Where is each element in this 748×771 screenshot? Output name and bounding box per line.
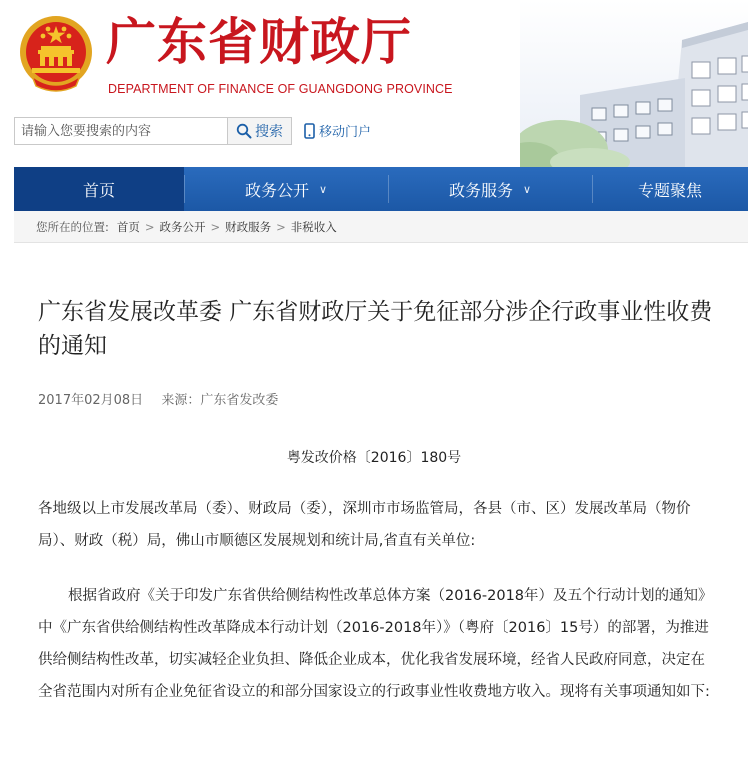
search-input[interactable] <box>14 117 228 145</box>
site-title: 广东省财政厅 <box>106 12 412 71</box>
breadcrumb-separator: > <box>144 219 155 234</box>
breadcrumb-separator: > <box>276 219 286 234</box>
breadcrumb-item-government-affairs[interactable]: 政务公开 <box>159 219 206 234</box>
nav-item-label: 政务公开 <box>244 180 309 200</box>
article-meta <box>38 389 278 408</box>
search-icon <box>236 123 252 139</box>
breadcrumb-item-finance-services[interactable]: 财政服务 <box>225 219 272 234</box>
article-date: 2017年02月08日 <box>38 393 144 408</box>
article-paragraph-1: 各地级以上市发展改革局（委）、财政局（委），深圳市市场监管局，各县（市、区）发展改革局（物价局）、财政（税）局，佛山市顺德区发展规划和统计局,省直有关单位: <box>38 501 691 549</box>
nav-item-special-topics[interactable] <box>592 167 748 211</box>
mobile-portal-link[interactable] <box>304 121 371 140</box>
chevron-down-icon: ∨ <box>522 182 532 196</box>
nav-item-label: 政务服务 <box>448 180 513 200</box>
site-header <box>0 0 748 167</box>
mobile-phone-icon <box>304 123 315 139</box>
breadcrumb-item-home[interactable]: 首页 <box>116 219 140 234</box>
nav-item-government-affairs[interactable] <box>184 167 388 211</box>
main-nav <box>14 167 748 211</box>
building-illustration <box>520 0 748 167</box>
nav-item-home[interactable] <box>14 167 184 211</box>
chevron-down-icon: ∨ <box>318 182 328 196</box>
search-button-label: 搜索 <box>255 124 283 140</box>
article-source: 来源：广东省发改委 <box>161 393 279 408</box>
breadcrumb-prefix: 您所在的位置: <box>36 219 109 234</box>
search-button[interactable] <box>228 117 292 145</box>
breadcrumb-separator: > <box>210 219 221 234</box>
nav-item-label: 专题聚焦 <box>637 180 702 200</box>
site-subtitle: DEPARTMENT OF FINANCE OF GUANGDONG PROVINCE <box>108 82 453 96</box>
breadcrumb <box>14 211 748 243</box>
mobile-portal-label: 移动门户 <box>319 125 372 140</box>
breadcrumb-item-non-tax-revenue[interactable]: 非税收入 <box>290 219 337 234</box>
article-title: 广东省发展改革委 广东省财政厅关于免征部分涉企行政事业性收费的通知 <box>38 299 713 359</box>
nav-item-label: 首页 <box>82 180 115 200</box>
national-emblem-icon <box>18 14 94 92</box>
article-paragraph-2: 根据省政府《关于印发广东省供给侧结构性改革总体方案（2016-2018年）及五个行动计划的通知》中《广东省供给侧结构性改革降成本行动计划（2016-2018年）》（粤府〔2016〕15号）的部署，为推进供给侧结构性改革，切实减轻企业负担、降低企业成本，优化我省发展环境，经省人民政府同意，决定在全省范围内对所有企业免征省设立的和部分国家设立的行政事业性收费地方收入。现将有关事项通知如下: <box>38 588 713 700</box>
nav-item-government-services[interactable] <box>388 167 592 211</box>
document-number: 粤发改价格〔2016〕180号 <box>286 450 462 466</box>
